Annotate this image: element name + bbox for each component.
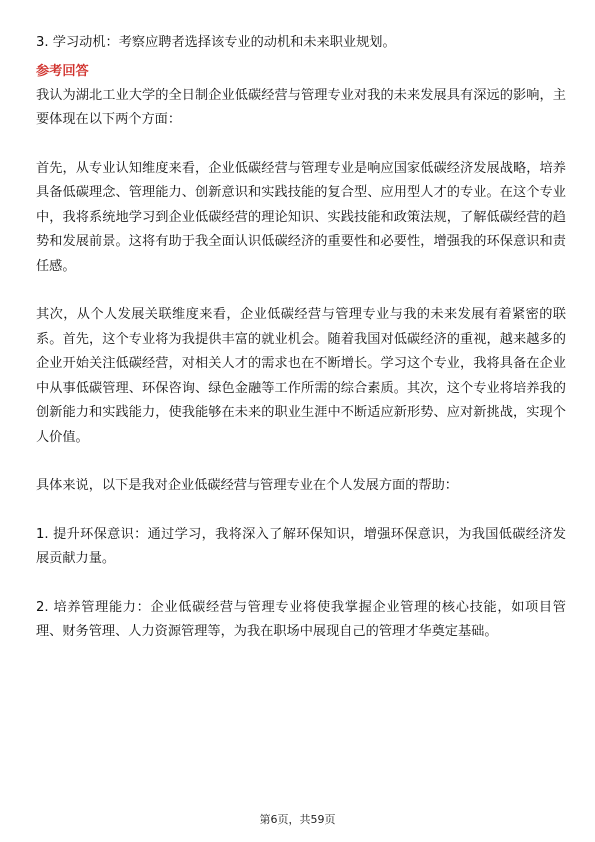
paragraph-spacer (36, 279, 566, 303)
document-content (36, 31, 566, 645)
reference-answer-heading: 参考回答 (36, 63, 89, 79)
specific-help-paragraph: 具体来说，以下是我对企业低碳经营与管理专业在个人发展方面的帮助： (36, 478, 458, 493)
question-item-3: 3. 学习动机：考察应聘者选择该专业的动机和未来职业规划。 (36, 35, 396, 50)
second-aspect-paragraph: 其次，从个人发展关联维度来看，企业低碳经营与管理专业与我的未来发展有着紧密的联系。首先，这个专业将为我提供丰富的就业机会。随着我国对低碳经济的重视，越来越多的企业开始关注低碳经营，对相关人才的需求也在不断增长。学习这个专业，我将具备在企业中从事低碳管理、环保咨询、绿色金融等工作所需的综合素质。其次，这个专业将培养我的创新能力和实践能力，使我能够在未来的职业生涯中不断适应新形势、应对新挑战，实现个人价值。 (36, 307, 566, 445)
paragraph-spacer (36, 572, 566, 596)
paragraph-spacer (36, 450, 566, 474)
paragraph-spacer (36, 133, 566, 157)
point-1-paragraph: 1. 提升环保意识：通过学习，我将深入了解环保知识，增强环保意识，为我国低碳经济发展贡献力量。 (36, 526, 566, 566)
page-number-footer: 第6页，共59页 (259, 813, 336, 826)
intro-paragraph: 我认为湖北工业大学的全日制企业低碳经营与管理专业对我的未来发展具有深远的影响，主要体现在以下两个方面： (36, 87, 566, 127)
point-2-paragraph: 2. 培养管理能力：企业低碳经营与管理专业将使我掌握企业管理的核心技能，如项目管理、财务管理、人力资源管理等，为我在职场中展现自己的管理才华奠定基础。 (36, 599, 566, 639)
first-aspect-paragraph: 首先，从专业认知维度来看，企业低碳经营与管理专业是响应国家低碳经济发展战略，培养具备低碳理念、管理能力、创新意识和实践技能的复合型、应用型人才的专业。在这个专业中，我将系统地学习到企业低碳经营的理论知识、实践技能和政策法规，了解低碳经营的趋势和发展前景。这将有助于我全面认识低碳经济的重要性和必要性，增强我的环保意识和责任感。 (36, 160, 566, 274)
paragraph-spacer (36, 499, 566, 523)
